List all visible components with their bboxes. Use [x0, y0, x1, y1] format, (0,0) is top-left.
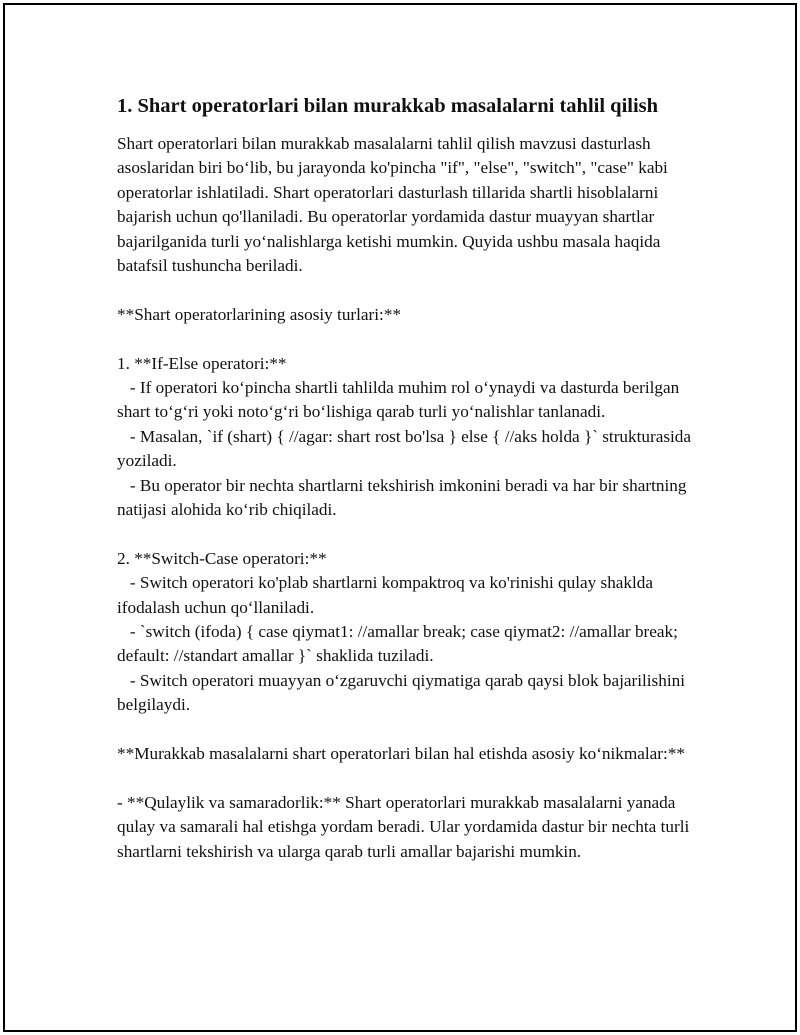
document-title: 1. Shart operatorlari bilan murakkab masalalarni tahlil qilish	[117, 95, 659, 117]
document-body	[117, 92, 697, 864]
switch-case-heading: 2. **Switch-Case operatori:**	[117, 548, 327, 568]
types-heading: **Shart operatorlarining asosiy turlari:**	[117, 304, 402, 324]
spacer	[117, 767, 697, 791]
switch-case-bullet: - Switch operatori muayyan o‘zgaruvchi qiymatiga qarab qaysi blok bajarilishini belgilaydi.	[117, 670, 690, 715]
intro-paragraph: Shart operatorlari bilan murakkab masalalarni tahlil qilish mavzusi dasturlash asoslaridan biri bo‘lib, bu jarayonda ko'pincha "if", "else", "switch", "case" kabi operatorlar ishlatiladi. Shart operatorlari dasturlash tillarida shartli hisoblalarni bajarish uchun qo'llaniladi. Bu operatorlar yordamida dastur muayyan shartlar bajarilganida turli yo‘nalishlarga ketishi mumkin. Quyida ushbu masala haqida batafsil tushuncha beriladi.	[117, 134, 673, 276]
spacer	[117, 327, 697, 351]
skills-heading: **Murakkab masalalarni shart operatorlari bilan hal etishda asosiy ko‘nikmalar:**	[117, 744, 685, 764]
spacer	[117, 278, 697, 302]
if-else-bullet: - Bu operator bir nechta shartlarni tekshirish imkonini beradi va har bir shartning natijasi alohida ko‘rib chiqiladi.	[117, 475, 691, 520]
spacer	[117, 522, 697, 546]
spacer	[117, 718, 697, 742]
switch-case-bullet: - Switch operatori ko'plab shartlarni kompaktroq va ko'rinishi qulay shaklda ifodalash uchun qo‘llaniladi.	[117, 573, 658, 617]
if-else-bullet: - If operatori ko‘pincha shartli tahlilda muhim rol o‘ynaydi va dasturda berilgan shart to‘g‘ri yoki noto‘g‘ri bo‘lishiga qarab turli yo‘nalishlar tanlanadi.	[117, 378, 684, 422]
switch-case-bullet: - `switch (ifoda) { case qiymat1: //amallar break; case qiymat2: //amallar break; default: //standart amallar }` shaklida tuziladi.	[117, 622, 683, 666]
if-else-bullet: - Masalan, `if (shart) { //agar: shart rost bo'lsa } else { //aks holda }` strukturasida yoziladi.	[117, 426, 696, 471]
if-else-heading: 1. **If-Else operatori:**	[117, 353, 287, 373]
skills-list-item: - **Qulaylik va samaradorlik:** Shart operatorlari murakkab masalalarni yanada qulay va samarali hal etishga yordam beradi. Ular yordamida dastur bir nechta turli shartlarni tekshirish va ularga qarab turli amallar bajarishi mumkin.	[117, 792, 694, 861]
